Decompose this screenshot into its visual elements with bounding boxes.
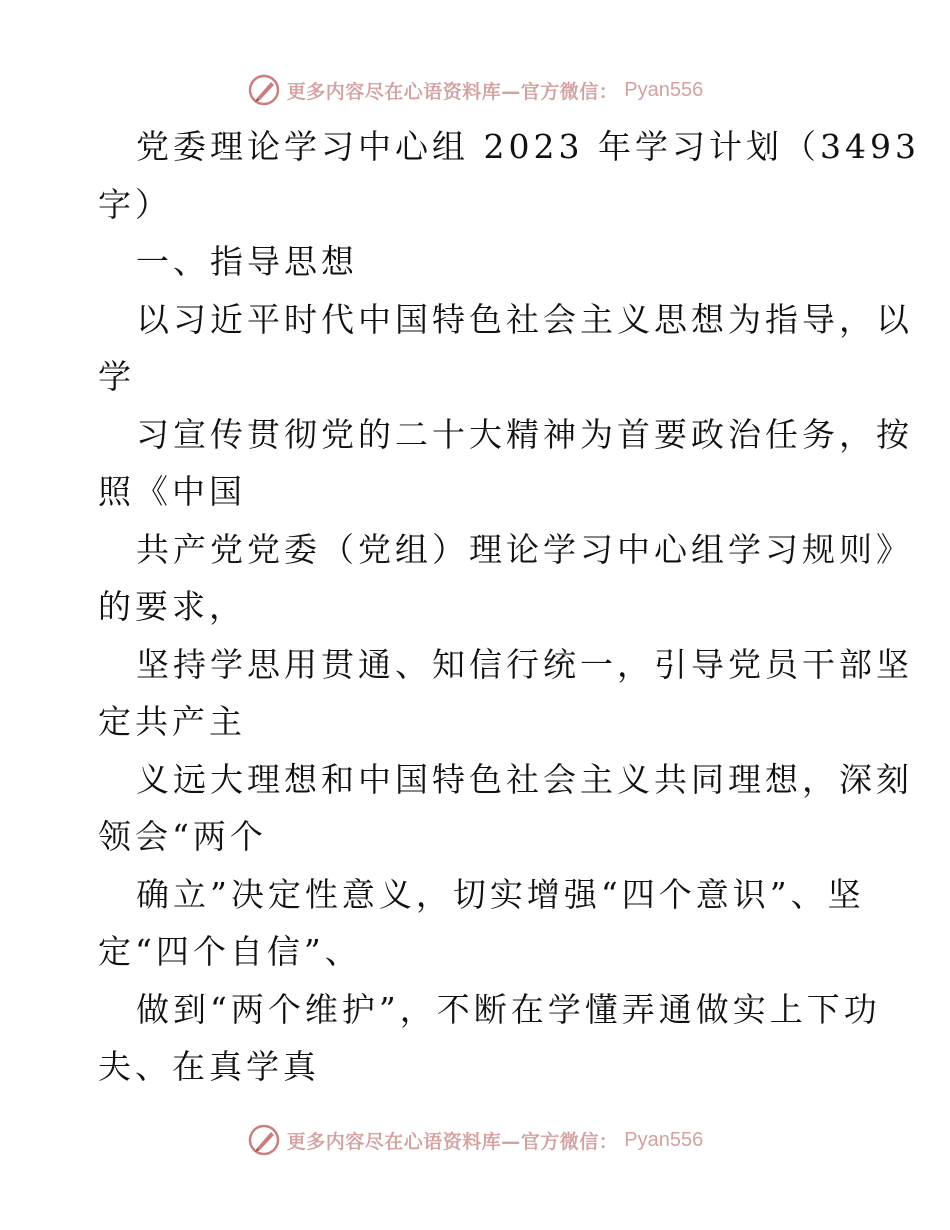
text-line: 领会“两个: [98, 817, 267, 856]
pen-logo-icon: [247, 73, 281, 107]
text-line: 字）: [98, 184, 172, 224]
footer-watermark: [0, 1120, 950, 1160]
text-line: 一、指导思想: [136, 242, 358, 281]
text-line: 学: [98, 357, 135, 396]
document-body: [98, 118, 920, 1096]
text-line: 照《中国: [98, 472, 246, 511]
text-line: 定“四个自信”、: [98, 932, 362, 971]
text-line: 共产党党委（党组）理论学习中心组学习规则》: [136, 529, 913, 569]
text-line: 义远大理想和中国特色社会主义共同理想，深刻: [136, 759, 913, 799]
text-line: 坚持学思用贯通、知信行统一，引导党员干部坚: [136, 644, 913, 684]
text-line: 习宣传贯彻党的二十大精神为首要政治任务，按: [136, 414, 913, 454]
watermark-wechat-id: Pyan556: [624, 78, 704, 101]
text-line: 党委理论学习中心组 2023 年学习计划（3493: [136, 127, 920, 166]
watermark-wechat-id: Pyan556: [624, 1128, 704, 1151]
text-line: 夫、在真学真: [98, 1047, 320, 1086]
text-line: 的要求，: [98, 587, 246, 626]
text-line: 确立”决定性意义，切实增强“四个意识”、坚: [136, 874, 865, 914]
watermark-text: 更多内容尽在心语资料库—官方微信：: [286, 80, 619, 103]
text-line: 定共产主: [98, 702, 246, 741]
header-watermark: [0, 70, 950, 110]
pen-logo-icon: [247, 1123, 281, 1157]
text-line: 以习近平时代中国特色社会主义思想为指导，以: [136, 299, 913, 339]
text-line: 做到“两个维护”，不断在学懂弄通做实上下功: [136, 989, 881, 1029]
watermark-text: 更多内容尽在心语资料库—官方微信：: [286, 1130, 619, 1153]
